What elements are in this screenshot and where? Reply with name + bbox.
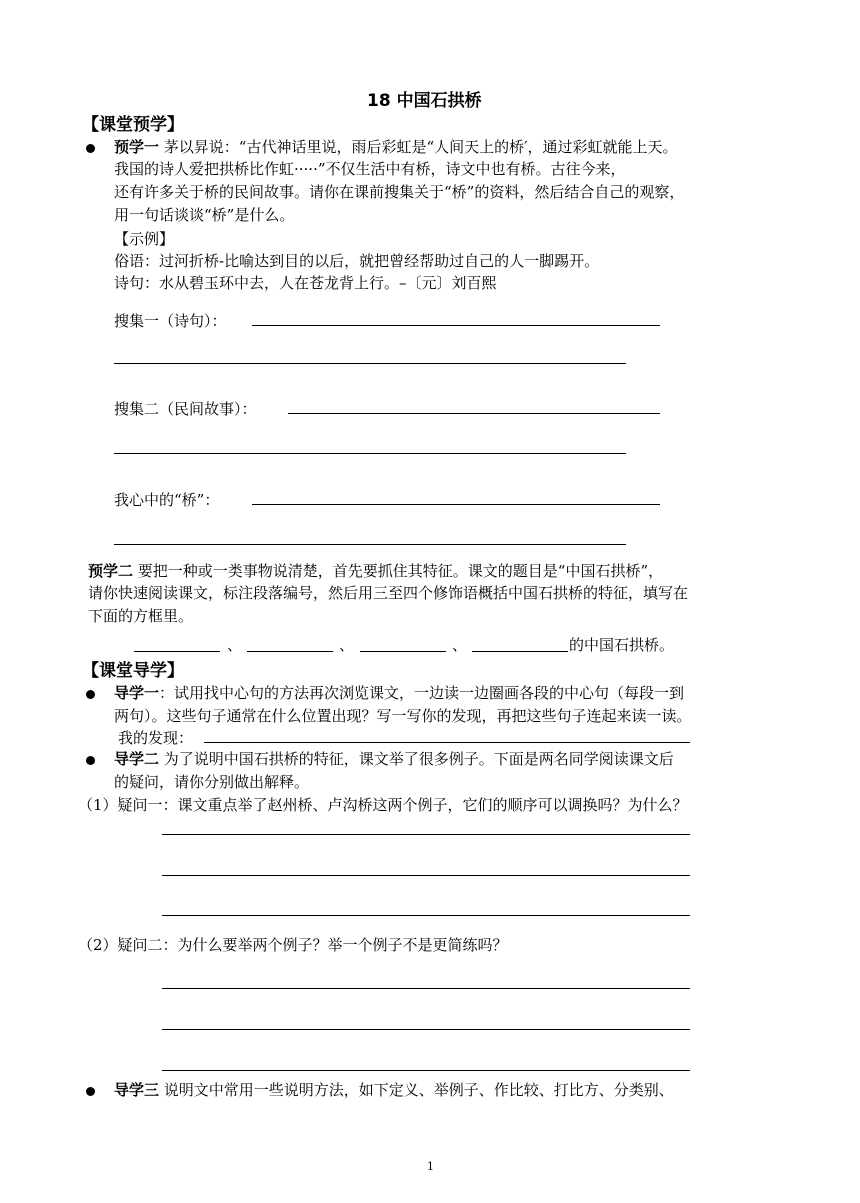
feature-sep-3: 、 [452,636,468,654]
daoxue1-line-2: 两句）。这些句子通常在什么位置出现？写一写你的发现，再把这些句子连起来读一读。 [114,707,692,725]
finding-answer-line[interactable] [204,742,690,743]
q2-answer-line-2[interactable] [162,1029,690,1030]
section-heading-guide: 【课堂导学】 [82,661,184,681]
daoxue3-label: 导学三 [114,1081,160,1099]
daoxue1-label: 导学一 [114,684,160,702]
daoxue2-line-2: 的疑问，请你分别做出解释。 [114,773,310,791]
bullet-icon [86,1087,95,1096]
daoxue3-line-1 [114,1079,674,1101]
example-poem: 诗句：水从碧玉环中去，人在苍龙背上行。–〔元〕刘百熙 [114,274,497,292]
yuxue2-line-2: 请你快速阅读课文，标注段落编号，然后用三至四个修饰语概括中国石拱桥的特征，填写在 [88,584,689,602]
collect2-answer-line-2[interactable] [114,453,626,454]
daoxue3-text-1: 说明文中常用一些说明方法，如下定义、举例子、作比较、打比方、分类别、 [163,1081,674,1099]
yuxue1-line-1 [114,136,678,158]
feature-blank-2[interactable] [247,651,333,652]
q2-answer-line-1[interactable] [162,988,690,989]
example-label: 【示例】 [114,230,175,248]
daoxue1-text-1: ：试用找中心句的方法再次浏览课文，一边读一边圈画各段的中心句（每段一到 [159,684,685,702]
yuxue2-line-3: 下面的方框里。 [88,607,194,625]
bullet-icon [86,756,95,765]
q1-answer-line-3[interactable] [162,915,690,916]
feature-blank-1[interactable] [134,651,220,652]
daoxue2-label: 导学二 [114,750,160,768]
q1-answer-line-2[interactable] [162,875,690,876]
yuxue1-line-3: 还有许多关于桥的民间故事。请你在课前搜集关于“桥”的资料，然后结合自己的观察， [114,183,685,201]
yuxue2-text-1: 要把一种或一类事物说清楚，首先要抓住其特征。课文的题目是“中国石拱桥”， [137,562,664,580]
collect3-label: 我心中的“桥”： [114,491,220,509]
page-number: 1 [427,1160,434,1173]
collect2-label: 搜集二（民间故事）： [114,400,257,418]
example-proverb: 俗语：过河折桥-比喻达到目的以后，就把曾经帮助过自己的人一脚踢开。 [114,252,600,270]
yuxue1-label: 预学一 [114,138,160,156]
yuxue2-line-1 [88,560,663,582]
finding-label: 我的发现： [118,729,194,747]
yuxue1-line-2: 我国的诗人爱把拱桥比作虹·····”不仅生活中有桥，诗文中也有桥。古往今来， [114,160,626,178]
section-heading-preview: 【课堂预学】 [82,115,184,135]
feature-blank-4[interactable] [472,651,568,652]
collect1-answer-line-2[interactable] [114,363,626,364]
feature-blank-3[interactable] [360,651,446,652]
daoxue2-text-1: 为了说明中国石拱桥的特征，课文举了很多例子。下面是两名同学阅读课文后 [163,750,674,768]
collect2-answer-line[interactable] [288,413,660,414]
feature-sep-2: 、 [339,636,355,654]
collect1-answer-line[interactable] [252,325,660,326]
feature-suffix: 的中国石拱桥。 [569,636,675,654]
yuxue1-text-1: 茅以昇说：“古代神话里说，雨后彩虹是“人间天上的桥′，通过彩虹就能上天。 [163,138,678,156]
bullet-icon [86,144,95,153]
yuxue1-line-4: 用一句话谈谈“桥”是什么。 [114,206,295,224]
question-1: （1）疑问一：课文重点举了赵州桥、卢沟桥这两个例子，它们的顺序可以调换吗？为什么？ [78,796,688,814]
question-2: （2）疑问二：为什么要举两个例子？举一个例子不是更简练吗？ [78,936,508,954]
collect3-answer-line-2[interactable] [114,544,626,545]
daoxue2-line-1 [114,748,674,770]
page-title: 18 中国石拱桥 [367,91,482,111]
feature-sep-1: 、 [227,636,243,654]
bullet-icon [86,690,95,699]
collect1-label: 搜集一（诗句）： [114,312,227,330]
daoxue1-line-1 [114,682,684,704]
q2-answer-line-3[interactable] [162,1070,690,1071]
collect3-answer-line[interactable] [252,504,660,505]
q1-answer-line-1[interactable] [162,834,690,835]
yuxue2-label: 预学二 [88,562,134,580]
